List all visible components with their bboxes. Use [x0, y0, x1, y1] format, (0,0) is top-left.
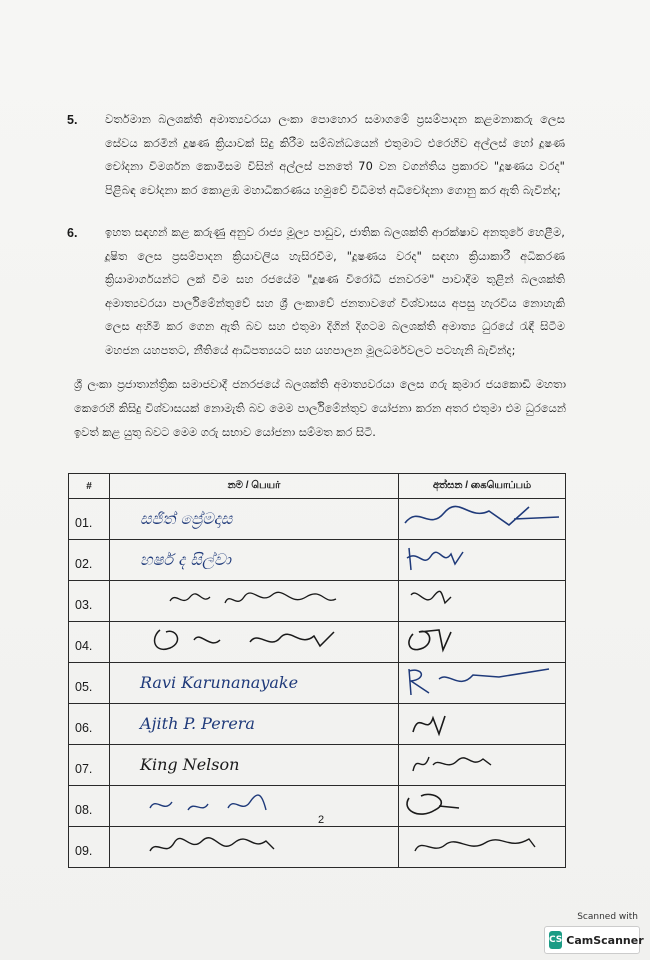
row-number: 02.	[69, 540, 110, 581]
camscanner-watermark	[544, 912, 644, 956]
row-signature	[399, 827, 566, 868]
handwritten-name-scribble	[110, 788, 398, 820]
table-row	[69, 704, 566, 745]
row-signature	[399, 540, 566, 581]
row-number: 06.	[69, 704, 110, 745]
handwritten-name: හර්ෂ ද සිල්වා	[140, 550, 231, 569]
paragraph-item-6: ඉහත සඳහන් කළ කරුණු අනුව රාජ්‍ය මූල්‍ය පාඩුව, ජාතික බලශක්ති ආරක්ෂාව අනතුරේ හෙළීම, දූෂිත ලෙස ප්‍රසම්පාදන ක්‍රියාවලිය හැසිරවීම, "දූෂණය වරද" සඳහා ක්‍රියාකාරී අධිකරණ ක්‍රියාමාර්ගයන්ට ලක් වීම සහ රජයේම "දූෂණ විරෝධී ජනවරම" පාවාදීම තුළින් බලශක්ති අමාත්‍යවරයා පාර්ලිමේන්තුවේ සහ ශ්‍රී ලංකාවේ ජනතාවගේ විශ්වාසය අපසු හැරවිය නොහැකි ලෙස අහිමි කර ගෙන ඇති බව සහ එතුමා දිගින් දිගටම බලශක්ති අමාත්‍ය ධුරයේ රැඳී සිටීම මහජන යහපතට, නීතියේ ආධිපත්‍යයට සහ යහපාලන මූලධර්මවලට පටහැනි බැවින්ද;	[105, 225, 565, 357]
handwritten-signature	[399, 788, 565, 820]
handwritten-name: Ravi Karunanayake	[140, 673, 299, 692]
row-signature	[399, 745, 566, 786]
row-name	[110, 663, 399, 704]
handwritten-name: King Nelson	[140, 755, 240, 774]
signature-table	[68, 473, 566, 868]
row-number: 04.	[69, 622, 110, 663]
row-name	[110, 581, 399, 622]
row-signature	[399, 581, 566, 622]
row-signature	[399, 704, 566, 745]
item-number: 5.	[67, 113, 78, 127]
camscanner-logo	[544, 926, 644, 954]
handwritten-signature	[399, 542, 565, 574]
row-name	[110, 827, 399, 868]
table-row	[69, 827, 566, 868]
row-number: 07.	[69, 745, 110, 786]
row-name	[110, 745, 399, 786]
table-row	[69, 581, 566, 622]
row-number: 03.	[69, 581, 110, 622]
closing-resolution: ශ්‍රී ලංකා ප්‍රජාතාන්ත්‍රික සමාජවාදී ජනරජයේ බලශක්ති අමාත්‍යවරයා ලෙස ගරු කුමාර ජයකොඩි මහතා කෙරෙහි කිසිදු විශ්වාසයක් නොමැති බව මෙම පාර්ලිමේන්තුව යෝජනා කරන අතර එතුමා එම ධුරයෙන් ඉවත් කළ යුතු බවට මෙම ගරු සභාව යෝජනා සම්මත කර සිටී.	[74, 377, 566, 439]
row-signature	[399, 499, 566, 540]
handwritten-signature	[399, 665, 565, 697]
table-row	[69, 540, 566, 581]
row-number: 08.	[69, 786, 110, 827]
table-row	[69, 622, 566, 663]
row-number: 05.	[69, 663, 110, 704]
handwritten-signature	[399, 501, 565, 533]
handwritten-name-scribble	[110, 624, 398, 656]
header-signature: අත්සන / கையொப்பம்	[399, 474, 566, 499]
camscanner-icon: CS	[549, 931, 562, 949]
scanner-brand: CamScanner	[566, 933, 644, 947]
handwritten-signature	[399, 583, 565, 615]
row-name	[110, 704, 399, 745]
header-number: #	[69, 474, 110, 499]
row-signature	[399, 786, 566, 827]
row-number: 01.	[69, 499, 110, 540]
table-row	[69, 663, 566, 704]
table-row	[69, 745, 566, 786]
row-name	[110, 499, 399, 540]
handwritten-name-scribble	[110, 583, 398, 615]
page-number: 2	[318, 814, 325, 826]
table-row	[69, 499, 566, 540]
handwritten-name: සජිත් ප්‍රේමදාස	[140, 509, 233, 528]
table-header-row	[69, 474, 566, 499]
row-signature	[399, 622, 566, 663]
row-name	[110, 540, 399, 581]
row-name	[110, 622, 399, 663]
scanner-caption: Scanned with	[577, 912, 638, 922]
handwritten-signature	[399, 706, 565, 738]
handwritten-signature	[399, 747, 565, 779]
row-name	[110, 786, 399, 827]
handwritten-signature	[399, 624, 565, 656]
handwritten-name-scribble	[110, 829, 398, 861]
table-row	[69, 786, 566, 827]
paragraph-item-5: වර්තමාන බලශක්ති අමාත්‍යවරයා ලංකා පොහොර සමාගමේ ප්‍රසම්පාදන කළමනාකරු ලෙස සේවය කරමින් දූෂණ ක්‍රියාවක් සිදු කිරීම සම්බන්ධයෙන් එතුමාට එරෙහිව අල්ලස් හෝ දූෂණ චෝදනා විමර්ශන කොමිසම විසින් අල්ලස් පනතේ 70 වන වගන්තිය ප්‍රකාරව "දූෂණය වරද" පිළිබඳ චෝදනා කර කොළඹ මහාධිකරණය හමුවේ විධිමත් අධිචෝදනා ගොනු කර ඇති බැවින්ද;	[105, 112, 565, 197]
handwritten-signature	[399, 829, 565, 861]
item-number: 6.	[67, 226, 78, 240]
handwritten-name: Ajith P. Perera	[140, 714, 255, 733]
header-name: නම / பெயர்	[110, 474, 399, 499]
row-signature	[399, 663, 566, 704]
row-number: 09.	[69, 827, 110, 868]
